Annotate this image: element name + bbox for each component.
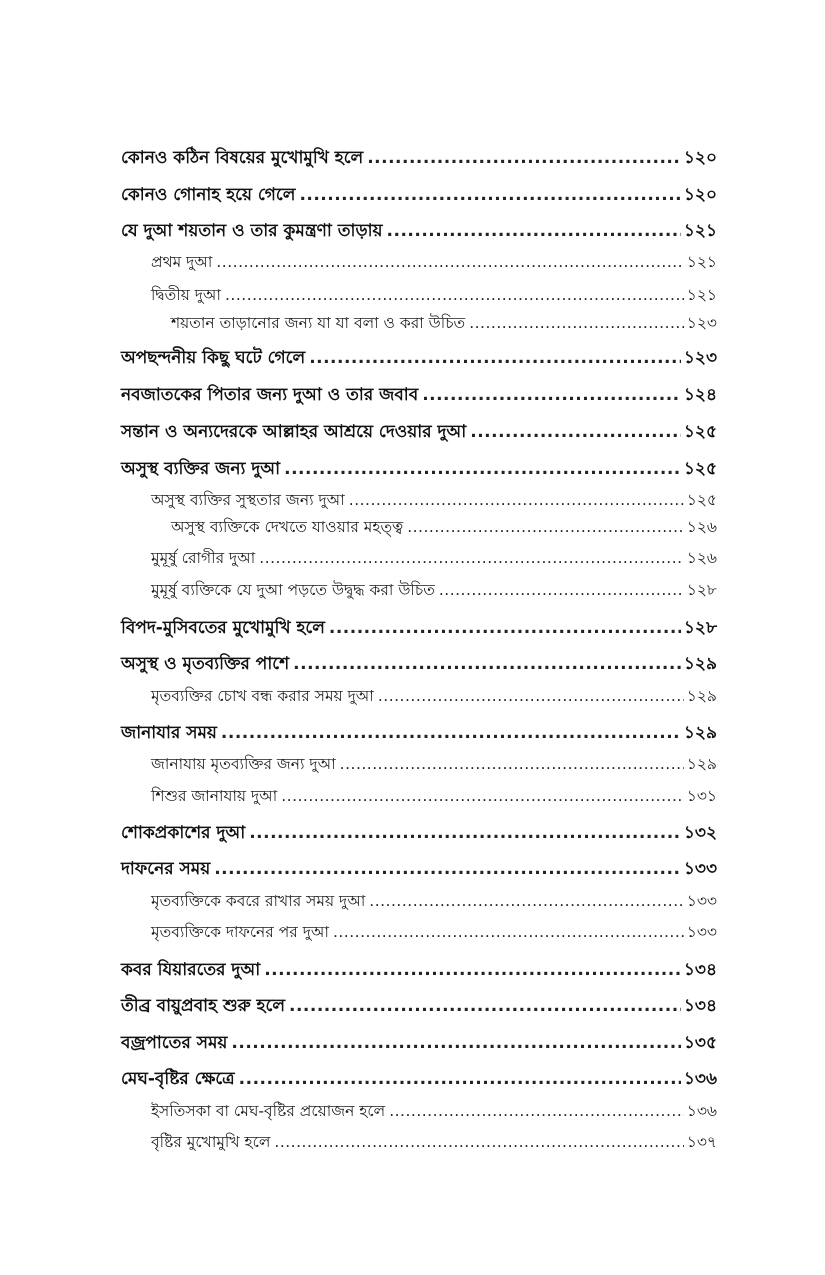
toc-entry-title: অসুস্থ ব্যক্তিকে দেখতে যাওয়ার মহত্ত্ব	[171, 518, 404, 536]
toc-entry	[121, 620, 717, 637]
toc-entry-page-number: ১২৯	[683, 723, 717, 743]
dot-leader	[389, 1104, 684, 1120]
toc-entry	[121, 387, 717, 404]
toc-entry-page-number: ১৩৪	[683, 996, 717, 1016]
toc-entry	[121, 150, 717, 167]
toc-entry	[121, 962, 717, 979]
toc-entry	[121, 825, 717, 842]
toc-entry	[151, 255, 717, 271]
toc-entry-title: বৃষ্টির মুখোমুখি হলে	[151, 1133, 271, 1151]
toc-entry-title: অপছন্দনীয় কিছু ঘটে গেলে	[121, 348, 306, 368]
toc-entry-page-number: ১২৯	[686, 687, 717, 705]
dot-leader	[264, 962, 681, 979]
toc-entry-page-number: ১৩৬	[686, 1102, 717, 1120]
toc-entry-page-number: ১৩৩	[686, 892, 717, 910]
toc-entry-page-number: ১২৮	[683, 618, 717, 638]
toc-entry	[121, 223, 717, 240]
dot-leader	[239, 1071, 681, 1088]
dot-leader	[289, 998, 681, 1015]
toc-entry	[121, 187, 717, 204]
toc-entry-title: মৃতব্যক্তিকে দাফনের পর দুআ	[151, 923, 329, 941]
dot-leader	[329, 620, 681, 637]
dot-leader	[333, 925, 684, 941]
toc-entry	[171, 316, 717, 332]
toc-entry-title: নবজাতকের পিতার জন্য দুআ ও তার জবাব	[121, 385, 419, 405]
toc-entry-title: সন্তান ও অন্যদেরকে আল্লাহর আশ্রয়ে দেওয়ার দুআ	[121, 422, 467, 442]
toc-entry-title: বজ্রপাতের সময়	[121, 1033, 228, 1053]
toc-entry	[151, 789, 717, 805]
toc-entry-page-number: ১৩৭	[686, 1133, 717, 1151]
dot-leader	[293, 656, 681, 673]
dot-leader	[340, 757, 684, 773]
toc-entry-page-number: ১৩৬	[683, 1069, 717, 1089]
toc-entry	[151, 757, 717, 773]
toc-entry-title: কোনও কঠিন বিষয়ের মুখোমুখি হলে	[121, 148, 364, 168]
toc-entry-page-number: ১৩১	[686, 787, 717, 805]
toc-entry-title: মুমূর্ষু রোগীর দুআ	[151, 549, 256, 567]
toc-entry-page-number: ১২১	[683, 221, 717, 241]
toc-entry-page-number: ১২৫	[686, 491, 717, 509]
dot-leader	[407, 520, 684, 536]
toc-entry-page-number: ১২০	[683, 148, 717, 168]
toc-entry-page-number: ১৩২	[683, 823, 717, 843]
toc-entry-title: অসুস্থ ব্যক্তির জন্য দুআ	[121, 459, 281, 479]
toc-entry-page-number: ১২১	[686, 286, 717, 304]
toc-entry	[121, 861, 717, 878]
toc-entry	[121, 424, 717, 441]
toc-entry	[151, 894, 717, 910]
toc-entry-title: দাফনের সময়	[121, 859, 211, 879]
toc-entry	[121, 350, 717, 367]
toc-entry-title: শোকপ্রকাশের দুআ	[121, 823, 246, 843]
toc-entry-title: কোনও গোনাহ হয়ে গেলে	[121, 185, 296, 205]
dot-leader	[231, 1035, 680, 1052]
dot-leader	[214, 861, 681, 878]
dot-leader	[387, 223, 681, 240]
toc-entry-page-number: ১২৪	[683, 385, 717, 405]
dot-leader	[309, 350, 681, 367]
toc-entry-title: শয়তান তাড়ানোর জন্য যা যা বলা ও করা উচিত	[171, 314, 466, 332]
toc-entry-title: প্রথম দুআ	[151, 253, 213, 271]
toc-entry-title: জানাযায় মৃতব্যক্তির জন্য দুআ	[151, 755, 336, 773]
dot-leader	[249, 825, 681, 842]
toc-entry	[151, 1135, 717, 1151]
toc-entry-page-number: ১২৩	[686, 314, 717, 332]
dot-leader	[469, 316, 684, 332]
toc-entry	[121, 461, 717, 478]
dot-leader	[259, 551, 684, 567]
toc-entry-page-number: ১২০	[683, 185, 717, 205]
dot-leader	[470, 424, 681, 441]
toc-entry-page-number: ১৩৪	[683, 960, 717, 980]
toc-entry-page-number: ১২৮	[686, 581, 717, 599]
toc-entry-page-number: ১২৬	[686, 549, 717, 567]
toc-entry-title: যে দুআ শয়তান ও তার কুমন্ত্রণা তাড়ায়	[121, 221, 383, 241]
toc-entry-title: তীব্র বায়ুপ্রবাহ শুরু হলে	[121, 996, 285, 1016]
toc-entry-page-number: ১২৬	[686, 518, 717, 536]
toc-entry	[151, 583, 717, 599]
toc-entry-page-number: ১২৫	[683, 459, 717, 479]
dot-leader	[349, 493, 684, 509]
dot-leader	[422, 387, 681, 404]
toc-entry	[151, 1104, 717, 1120]
toc-entry	[151, 689, 717, 705]
dot-leader	[284, 461, 681, 478]
toc-entry-title: জানাযার সময়	[121, 723, 217, 743]
dot-leader	[299, 187, 680, 204]
toc-entry-page-number: ১২১	[686, 253, 717, 271]
toc-entry-title: অসুস্থ ও মৃতব্যক্তির পাশে	[121, 654, 290, 674]
toc-entry	[121, 725, 717, 742]
toc-entry-title: মেঘ-বৃষ্টির ক্ষেত্রে	[121, 1069, 235, 1089]
toc-entry-page-number: ১২৯	[683, 654, 717, 674]
toc-entry-title: দ্বিতীয় দুআ	[151, 286, 221, 304]
toc-entry-page-number: ১৩৫	[683, 1033, 717, 1053]
toc-entry-title: মৃতব্যক্তিকে কবরে রাখার সময় দুআ	[151, 892, 366, 910]
toc-entry	[121, 1035, 717, 1052]
dot-leader	[281, 789, 684, 805]
toc-entry	[121, 1071, 717, 1088]
toc-entry-page-number: ১২৯	[686, 755, 717, 773]
toc-entry	[171, 520, 717, 536]
toc-entry	[121, 656, 717, 673]
toc-entry	[151, 493, 717, 509]
dot-leader	[378, 689, 684, 705]
dot-leader	[367, 150, 681, 167]
dot-leader	[225, 288, 684, 304]
dot-leader	[369, 894, 684, 910]
dot-leader	[221, 725, 681, 742]
toc-entry-page-number: ১৩৩	[683, 859, 717, 879]
toc-entry-title: শিশুর জানাযায় দুআ	[151, 787, 278, 805]
dot-leader	[274, 1135, 683, 1151]
toc-entry-page-number: ১২৩	[683, 348, 717, 368]
toc-entry-title: অসুস্থ ব্যক্তির সুস্থতার জন্য দুআ	[151, 491, 345, 509]
toc-entry-title: মৃতব্যক্তির চোখ বন্ধ করার সময় দুআ	[151, 687, 374, 705]
toc-entry-page-number: ১৩৩	[686, 923, 717, 941]
toc-entry	[151, 551, 717, 567]
toc-entry	[151, 288, 717, 304]
toc-entry-title: কবর যিয়ারতের দুআ	[121, 960, 261, 980]
dot-leader	[216, 255, 683, 271]
toc-entry-title: মুমূর্ষু ব্যক্তিকে যে দুআ পড়তে উদ্বুদ্ধ করা উচিত	[151, 581, 435, 599]
toc-entry-title: ইসতিসকা বা মেঘ-বৃষ্টির প্রয়োজন হলে	[151, 1102, 386, 1120]
toc-entry-page-number: ১২৫	[683, 422, 717, 442]
toc-entry	[121, 998, 717, 1015]
toc-entry	[151, 925, 717, 941]
dot-leader	[439, 583, 684, 599]
toc-entry-title: বিপদ-মুসিবতের মুখোমুখি হলে	[121, 618, 325, 638]
